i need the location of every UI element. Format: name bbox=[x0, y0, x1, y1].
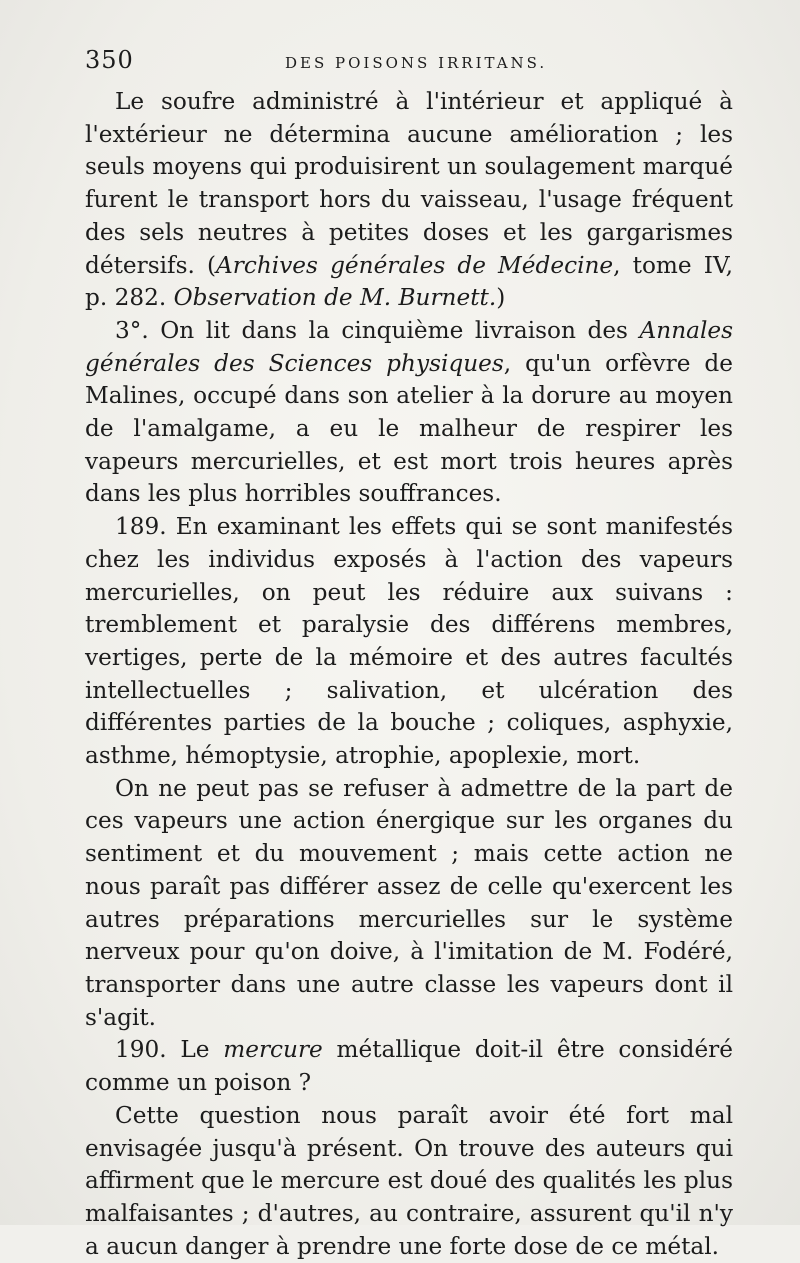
text-run: ) bbox=[496, 284, 506, 312]
page-header bbox=[85, 46, 730, 76]
italic-text: mercure bbox=[223, 1036, 323, 1064]
italic-text: Observation de M. Burnett. bbox=[173, 284, 497, 312]
page-body bbox=[85, 86, 733, 1263]
text-run: 190. Le bbox=[115, 1036, 224, 1064]
text-run: métallique doit-il être considéré comme un poison ? bbox=[85, 1036, 733, 1097]
page-number: 350 bbox=[85, 46, 134, 74]
text-run: Le soufre administré à l'intérieur et appliqué à l'extérieur ne détermina aucune amélioration ; les seuls moyens qui produisirent un soulagement marqué furent le transport hors du vaisseau, l'usage fréquent des sels neutres à petites doses et les gargarismes détersifs. ( bbox=[85, 88, 733, 279]
paragraph bbox=[85, 773, 733, 1035]
italic-text: Annales générales des Sciences physiques bbox=[85, 316, 733, 377]
text-run: 189. En examinant les effets qui se sont manifestés chez les individus exposés à l'action des vapeurs mercurielles, on peut les réduire aux suivans : tremblement et paralysie des différens membres, vertiges, perte de la mémoire et des autres facultés intellectuelles ; salivation, et ulcération des différentes parties de la bouche ; coliques, asphyxie, asthme, hémoptysie, atrophie, apoplexie, mort. bbox=[85, 513, 733, 770]
italic-text: Archives générales de Médecine bbox=[216, 251, 614, 279]
paragraph bbox=[85, 511, 733, 773]
running-head: DES POISONS IRRITANS. bbox=[285, 54, 548, 72]
paragraph bbox=[85, 1100, 733, 1263]
text-run: On ne peut pas se refuser à admettre de la part de ces vapeurs une action énergique sur les organes du sentiment et du mouvement ; mais cette action ne nous paraît pas différer assez de celle qu'exercent les autres préparations mercurielles sur le système nerveux pour qu'on doive, à l'imitation de M. Fodéré, transporter dans une autre classe les vapeurs dont il s'agit. bbox=[85, 774, 733, 1031]
text-run: , tome IV, p. 282. bbox=[85, 251, 733, 312]
paragraph bbox=[85, 1034, 733, 1099]
paragraph bbox=[85, 315, 733, 511]
text-run: Cette question nous paraît avoir été fort mal envisagée jusqu'à présent. On trouve des auteurs qui affirment que le mercure est doué des qualités les plus malfaisantes ; d'autres, au contraire, assurent qu'il n'y a aucun danger à prendre une forte dose de ce métal. bbox=[85, 1101, 733, 1260]
text-run: , qu'un orfèvre de Malines, occupé dans son atelier à la dorure au moyen de l'amalgame, a eu le malheur de respirer les vapeurs mercurielles, et est mort trois heures après dans les plus horribles souffrances. bbox=[85, 349, 733, 508]
paragraph bbox=[85, 86, 733, 315]
text-run: 3°. On lit dans la cinquième livraison des bbox=[115, 316, 640, 344]
